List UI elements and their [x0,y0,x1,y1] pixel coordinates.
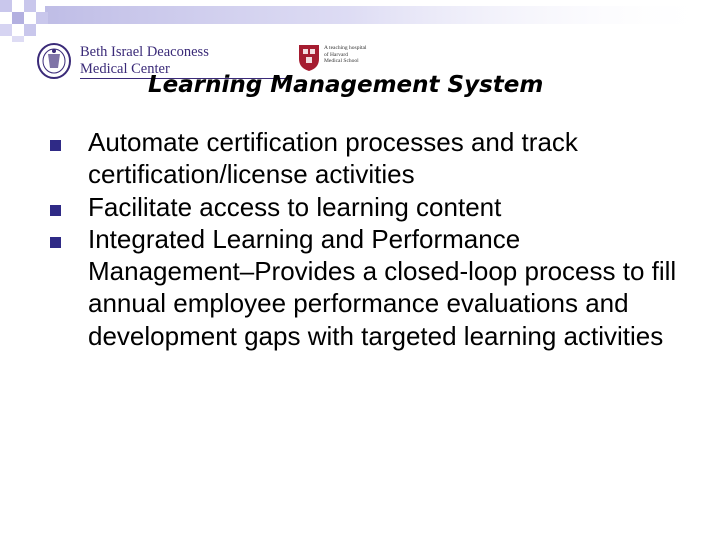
organization-name-line2: Medical Center [80,61,170,77]
square-bullet-icon [50,237,61,248]
bullet-item [50,223,690,352]
harvard-shield-icon [298,44,320,72]
affiliation-text [324,45,384,65]
bullet-item [50,126,690,191]
square-bullet-icon [50,205,61,216]
hospital-seal-icon [36,42,72,80]
bullet-list [50,126,690,352]
bullet-item [50,191,690,223]
affiliation-line2: of Harvard [324,51,348,58]
square-bullet-icon [50,140,61,151]
affiliation-line3: Medical School [324,58,359,64]
slide-title: Learning Management System [148,72,544,98]
bullet-text: Automate certification processes and track certification/license activities [88,127,578,190]
bullet-text: Integrated Learning and Performance Management–Provides a closed-loop process to fill annual employee performance evaluations and development gaps with targeted learning activities [88,223,677,351]
bullet-text: Facilitate access to learning content [88,191,502,222]
affiliation-line1: A teaching hospital [324,45,367,51]
organization-name-line1: Beth Israel Deaconess [80,44,209,60]
